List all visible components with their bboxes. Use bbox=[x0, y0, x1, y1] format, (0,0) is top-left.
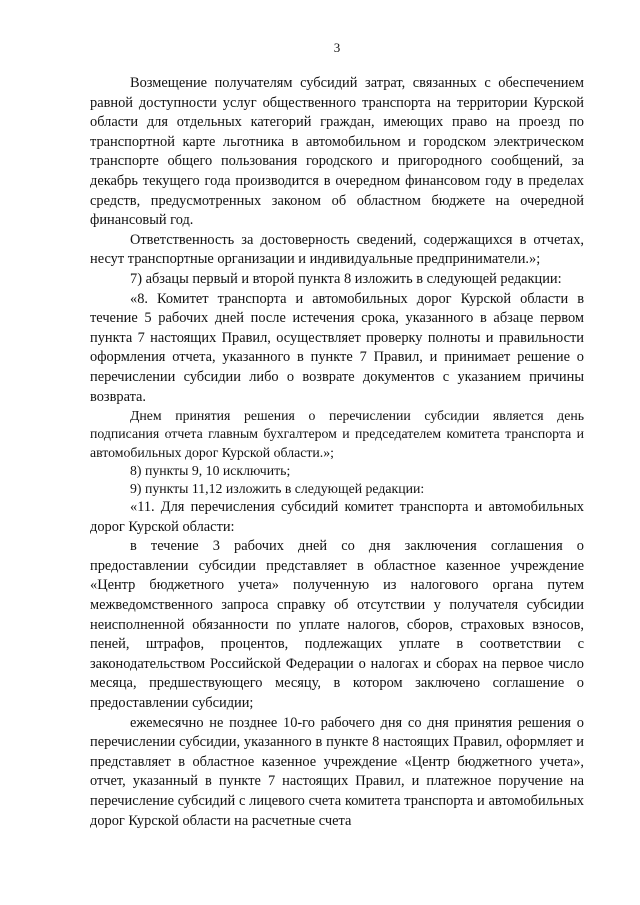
paragraph-point-11: «11. Для перечисления субсидий комитет транспорта и автомобильных дорог Курской области: bbox=[90, 499, 584, 535]
paragraph-responsibility: Ответственность за достоверность сведений, содержащихся в отчетах, несут транспортные организации и индивидуальные предприниматели.»; bbox=[90, 231, 584, 268]
paragraph-reimbursement: Возмещение получателям субсидий затрат, связанных с обеспечением равной доступности услуг общественного транспорта на территории Курской области для отдельных категорий граждан, имеющих право на проезд по транспортной карте льготника в автомобильном и городском электрическом транспорте общего пользования городского и пригородного сообщений, за декабрь текущего года производится в очередном финансовом году в пределах средств, предусмотренных законом об областном бюджете на очередной финансовый год. bbox=[90, 75, 584, 229]
paragraph-monthly: ежемесячно не позднее 10-го рабочего дня со дня принятия решения о перечислении субсидии, указанного в пункте 8 настоящих Правил, оформляет и представляет в областное казенное учреждение «Центр бюджетного учета», отчет, указанный в пункте 7 настоящих Правил, и платежное поручение на перечисление субсидий с лицевого счета комитета транспорта и автомобильных дорог Курской области на расчетные счета bbox=[90, 714, 584, 829]
page-number: 3 bbox=[333, 40, 341, 55]
paragraph-decision-day: Днем принятия решения о перечислении субсидии является день подписания отчета главным бухгалтером и председателем комитета транспорта и автомобильных дорог Курской области.»; bbox=[90, 408, 584, 460]
paragraph-point-8: «8. Комитет транспорта и автомобильных дорог Курской области в течение 5 рабочих дней после истечения срока, указанного в абзаце первом пункта 7 настоящих Правил, осуществляет проверку полноты и правильности оформления отчета, указанного в пункте 7 Правил, и принимает решение о перечислении субсидии либо о возврате документов с указанием причины возврата. bbox=[90, 290, 584, 405]
paragraph-item-7: 7) абзацы первый и второй пункта 8 изложить в следующей редакции: bbox=[130, 270, 562, 287]
paragraph-item-8: 8) пункты 9, 10 исключить; bbox=[130, 462, 291, 478]
paragraph-item-9: 9) пункты 11,12 изложить в следующей редакции: bbox=[130, 480, 425, 496]
paragraph-three-days: в течение 3 рабочих дней со дня заключения соглашения о предоставлении субсидии представляет в областное казенное учреждение «Центр бюджетного учета» полученную из налогового органа путем межведомственного запроса справку об отсутствии у получателя субсидии неисполненной обязанности по уплате налогов, сборов, страховых взносов, пеней, штрафов, процентов, подлежащих уплате в соответствии с законодательством Российской Федерации о налогах и сборах на первое число месяца, предшествующего месяцу, в котором заключено соглашение о предоставлении субсидии; bbox=[90, 538, 584, 712]
